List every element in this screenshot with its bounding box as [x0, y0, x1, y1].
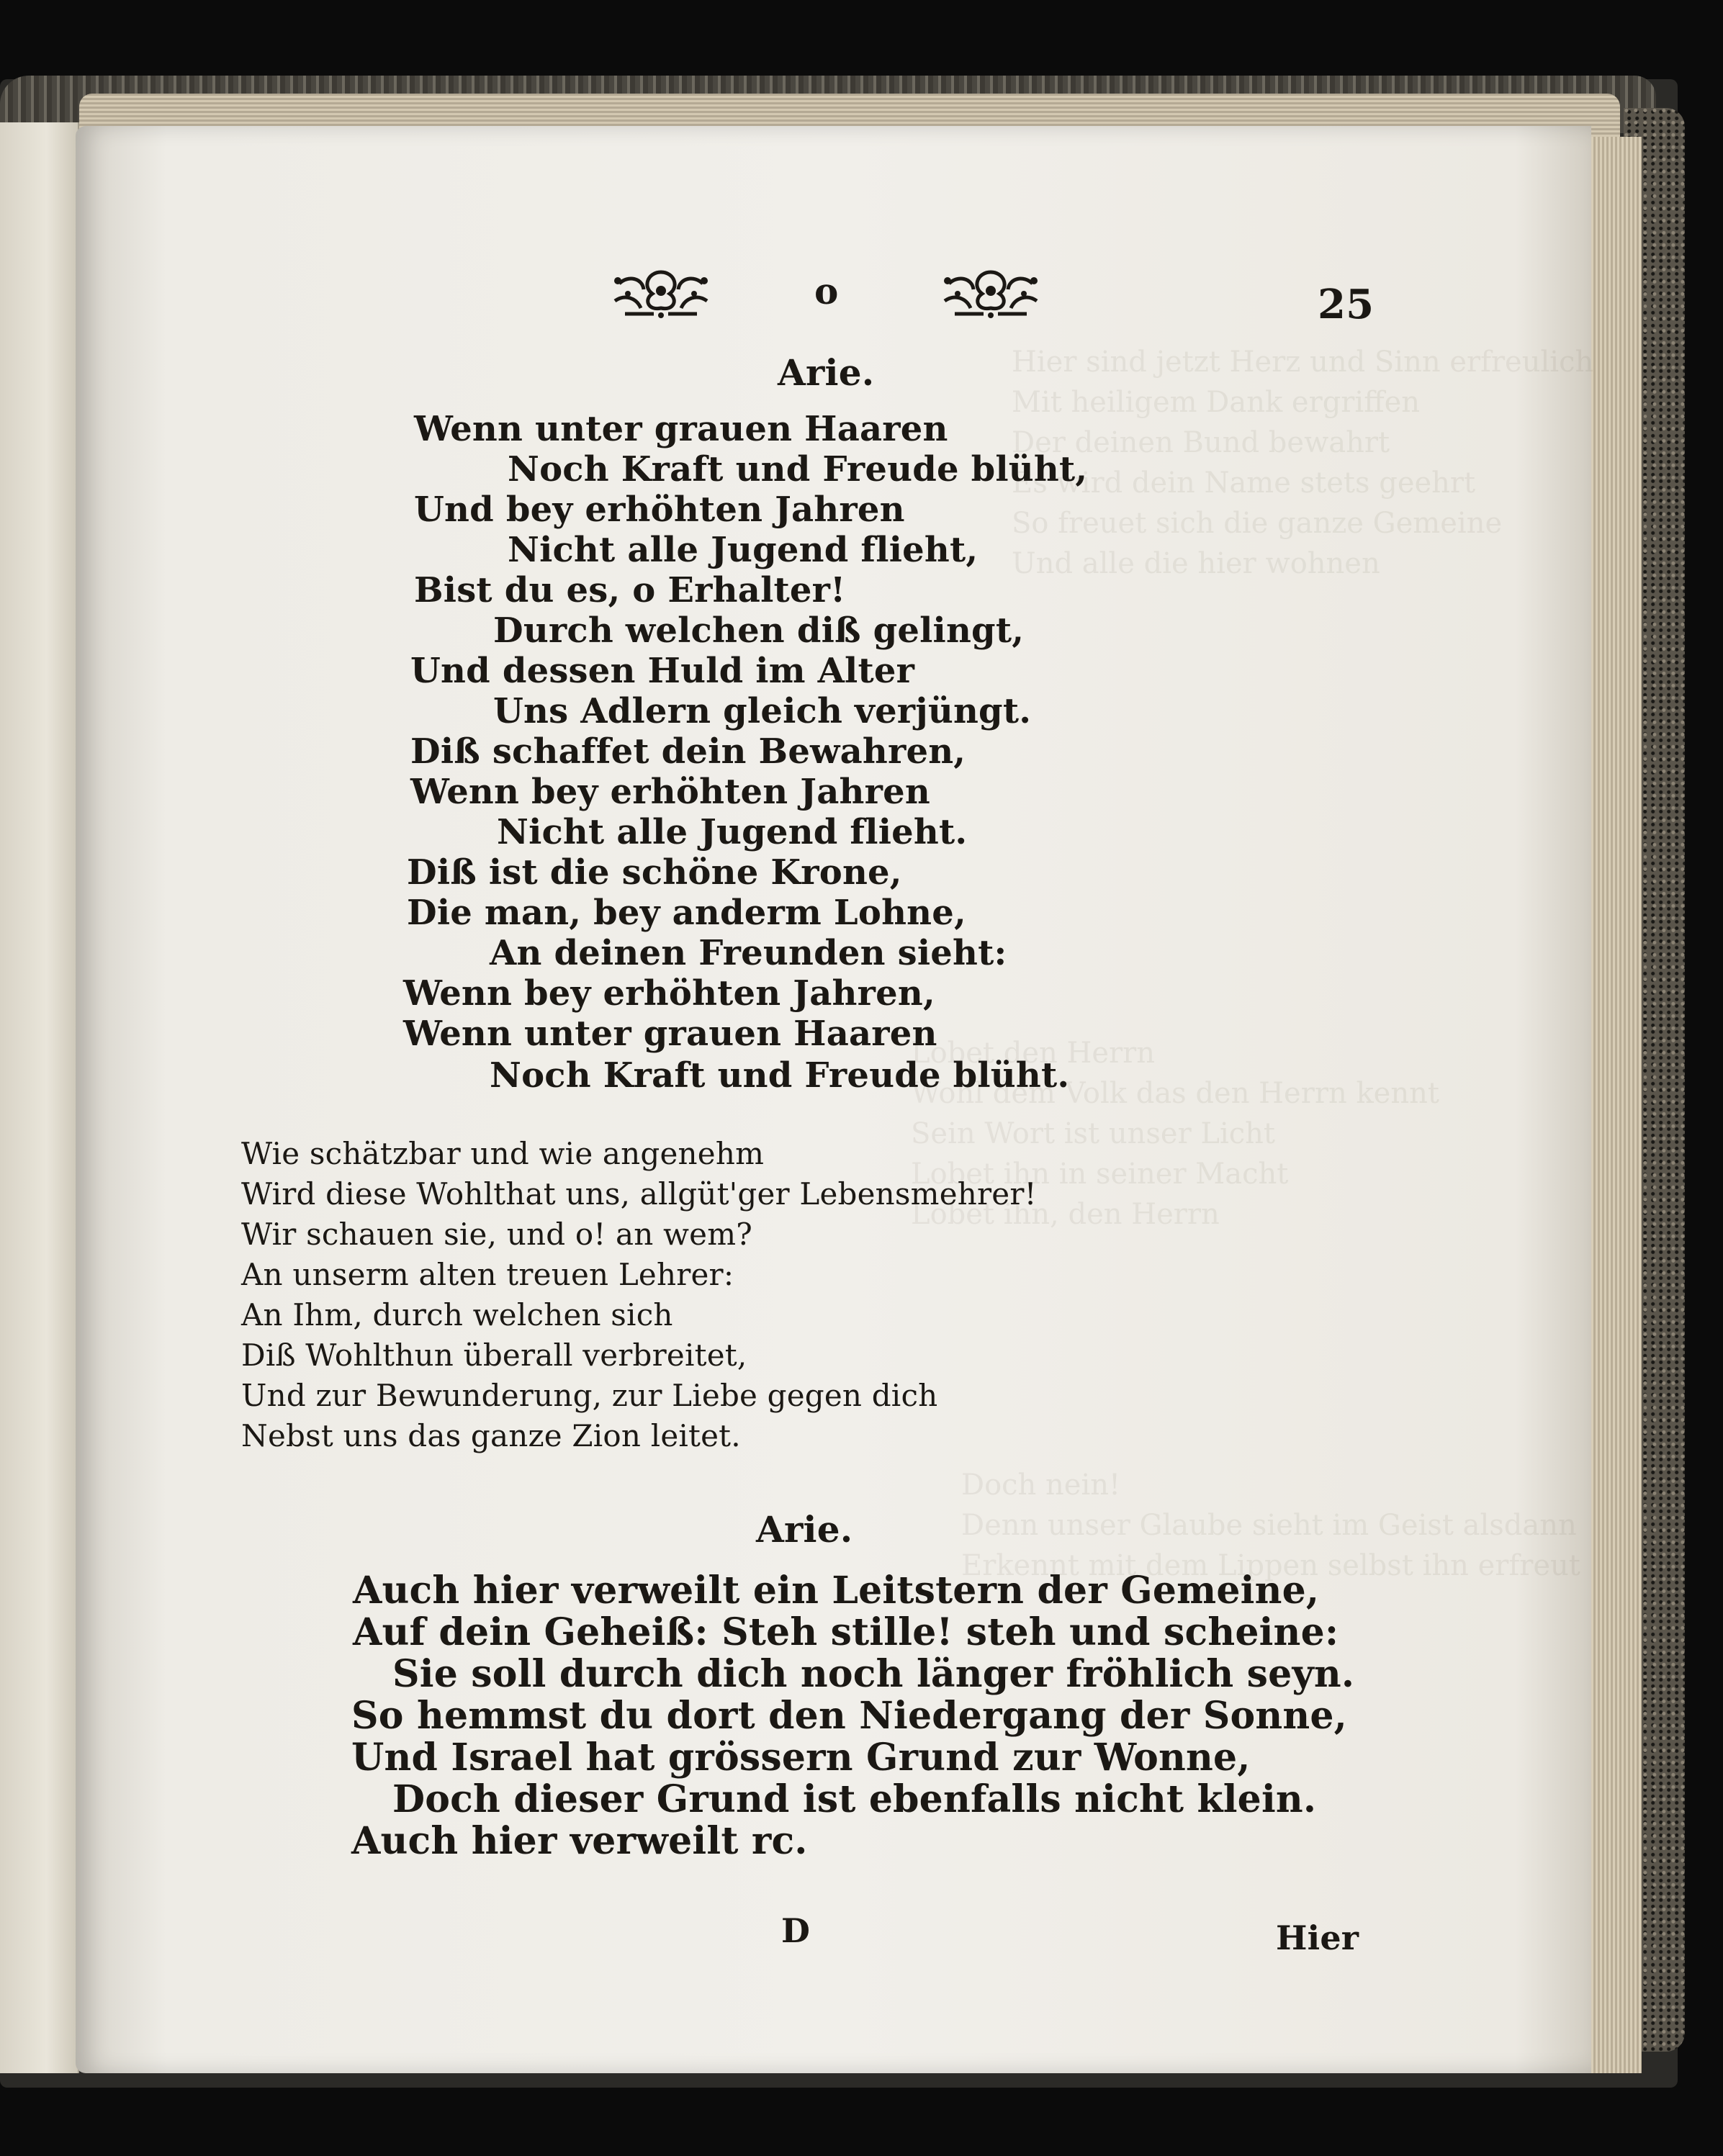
aria-one-line: Und dessen Huld im Alter — [410, 651, 915, 691]
aria-one-line: Wenn unter grauen Haaren — [414, 409, 948, 449]
aria-one-line: Wenn unter grauen Haaren — [403, 1014, 937, 1054]
recitative-line: Wird diese Wohlthat uns, allgüt'ger Lebensmehrer! — [241, 1176, 1037, 1212]
aria-two-line: Auch hier verweilt rc. — [351, 1819, 808, 1863]
page-number: 25 — [1318, 281, 1375, 328]
aria-one-line: Noch Kraft und Freude blüht, — [508, 449, 1088, 490]
recitative-line: Wie schätzbar und wie angenehm — [241, 1136, 765, 1171]
aria-one-line: Nicht alle Jugend flieht, — [508, 530, 979, 570]
aria-one-heading: Arie. — [778, 351, 875, 394]
recitative-line: Diß Wohlthun überall verbreitet, — [241, 1338, 747, 1373]
aria-one-line: Diß schaffet dein Bewahren, — [410, 731, 966, 772]
catchword: Hier — [1276, 1918, 1359, 1957]
aria-one-line: An deinen Freunden sieht: — [490, 933, 1007, 973]
aria-one-line: Noch Kraft und Freude blüht. — [490, 1055, 1070, 1096]
aria-two-line: Auch hier verweilt ein Leitstern der Gemeine, — [353, 1569, 1320, 1613]
aria-two-line: Auf dein Geheiß: Steh stille! steh und scheine: — [353, 1610, 1339, 1654]
aria-one-line: Die man, bey anderm Lohne, — [407, 893, 966, 933]
recitative-line: An unserm alten treuen Lehrer: — [241, 1257, 734, 1292]
aria-two-heading: Arie. — [756, 1508, 853, 1551]
aria-one-line: Wenn bey erhöhten Jahren — [410, 772, 930, 812]
aria-one-line: Diß ist die schöne Krone, — [407, 852, 902, 893]
floral-ornament-icon — [611, 265, 711, 320]
section-mark: o — [814, 270, 839, 312]
recitative-line: Wir schauen sie, und o! an wem? — [241, 1217, 752, 1252]
aria-one-line: Uns Adlern gleich verjüngt. — [493, 691, 1032, 731]
aria-two-line: Doch dieser Grund ist ebenfalls nicht klein. — [392, 1777, 1317, 1821]
aria-two-line: So hemmst du dort den Niedergang der Sonne, — [351, 1694, 1347, 1738]
aria-one-line: Durch welchen diß gelingt, — [493, 610, 1025, 651]
signature-mark: D — [781, 1911, 811, 1950]
aria-one-line: Nicht alle Jugend flieht. — [497, 812, 968, 852]
recitative-line: Nebst uns das ganze Zion leitet. — [241, 1418, 741, 1453]
show-through-text: Hier sind jetzt Herz und Sinn erfreulich Mit heiligem Dank ergriffen Der deinen Bund bewahrt Es wird dein Name stets geehrt So freuet sich die ganze Gemeine Und alle die hier wohnen — [1012, 346, 1594, 580]
aria-one-line: Bist du es, o Erhalter! — [414, 570, 846, 610]
floral-ornament-icon — [940, 265, 1041, 320]
show-through-text: Doch nein! Denn unser Glaube sieht im Geist alsdann Erkennt mit dem Lippen selbst ihn erfreut — [961, 1469, 1580, 1582]
aria-one-line: Wenn bey erhöhten Jahren, — [403, 973, 935, 1014]
aria-two-line: Und Israel hat grössern Grund zur Wonne, — [351, 1736, 1251, 1780]
left-page-edge — [0, 122, 79, 2073]
aria-two-line: Sie soll durch dich noch länger fröhlich seyn. — [392, 1652, 1355, 1696]
show-through-text: Lobet den Herrn Wohl dem Volk das den Herrn kennt Sein Wort ist unser Licht Lobet ihn in seiner Macht Lobet ihn, den Herrn — [911, 1037, 1439, 1231]
recitative-line: An Ihm, durch welchen sich — [241, 1297, 673, 1332]
recitative-line: Und zur Bewunderung, zur Liebe gegen dich — [241, 1378, 938, 1413]
aria-one-line: Und bey erhöhten Jahren — [414, 490, 905, 530]
